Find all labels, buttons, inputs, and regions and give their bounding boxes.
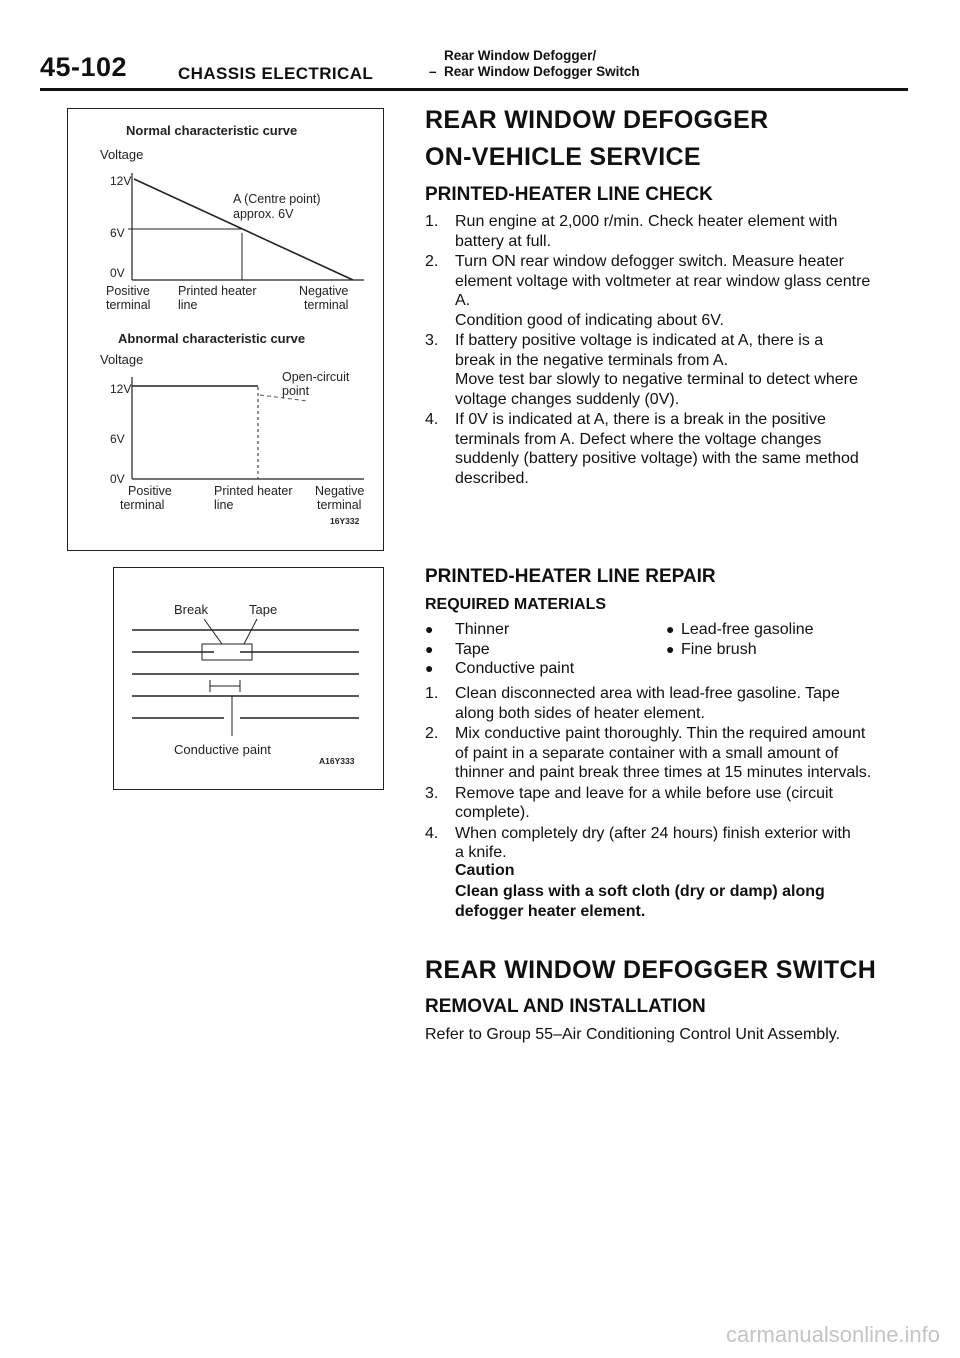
step-line: thinner and paint break three times at 15 minutes intervals. [455, 764, 872, 781]
step-number: 3. [425, 784, 439, 802]
step-line: Run engine at 2,000 r/min. Check heater element with [455, 213, 838, 230]
step-line: Move test bar slowly to negative terminal to detect where [455, 371, 858, 388]
line-repair-title: PRINTED-HEATER LINE REPAIR [425, 566, 716, 587]
step-line: element voltage with voltmeter at rear window glass centre [455, 272, 871, 290]
caution-line-1: Clean glass with a soft cloth (dry or damp) along [455, 883, 825, 900]
header-subtitle [429, 48, 640, 80]
normal-12v-label: 12V [110, 174, 132, 188]
repair-steps-item [425, 824, 903, 863]
material-label: Fine brush [681, 640, 757, 658]
step-line: A. [455, 292, 471, 309]
normal-0v-label: 0V [110, 266, 125, 280]
abnormal-positive-label-2: terminal [120, 498, 165, 512]
step-body [455, 212, 903, 251]
step-line: If 0V is indicated at A, there is a break in the positive [455, 411, 826, 428]
switch-reference-text: Refer to Group 55–Air Conditioning Control Unit Assembly. [425, 1026, 841, 1043]
abnormal-curve-title: Abnormal characteristic curve [118, 331, 306, 346]
tape-pointer [244, 619, 257, 644]
step-line: terminals from A. Defect where the voltage changes [455, 430, 822, 448]
normal-negative-label-1: Negative [299, 284, 349, 298]
step-line: If battery positive voltage is indicated at A, there is a [455, 332, 824, 349]
normal-positive-label-2: terminal [106, 298, 151, 312]
section-label: CHASSIS ELECTRICAL [178, 64, 374, 83]
characteristic-curve-svg [68, 109, 383, 550]
material-item [425, 621, 510, 639]
step-number: 2. [425, 725, 439, 742]
step-line: a knife. [455, 844, 507, 861]
conductive-paint-label: Conductive paint [174, 742, 271, 757]
header-sub-line2: Rear Window Defogger Switch [444, 64, 640, 79]
header-rule [40, 88, 908, 91]
header-dash: – [429, 64, 437, 79]
abnormal-heater-label-1: Printed heater [214, 484, 293, 498]
switch-title: REAR WINDOW DEFOGGER SWITCH [425, 956, 877, 984]
centre-point-label-2: approx. 6V [233, 207, 294, 221]
rear-defogger-title: REAR WINDOW DEFOGGER [425, 106, 769, 134]
material-item [666, 640, 757, 659]
step-line: Mix conductive paint thoroughly. Thin the required amount [455, 725, 866, 742]
step-line: described. [455, 469, 529, 487]
line-check-title: PRINTED-HEATER LINE CHECK [425, 184, 713, 205]
on-vehicle-service-title: ON-VEHICLE SERVICE [425, 143, 701, 171]
caution-line-2: defogger heater element. [455, 902, 646, 920]
step-number: 2. [425, 253, 439, 270]
step-line: voltage changes suddenly (0V). [455, 390, 680, 408]
bullet-icon: ● [666, 621, 675, 637]
step-line: Clean disconnected area with lead-free gasoline. Tape [455, 685, 840, 702]
caution-text [455, 882, 905, 921]
step-body [455, 684, 903, 723]
page-number: 45-102 [40, 52, 128, 82]
step-line: of paint in a separate container with a small amount of [455, 744, 839, 762]
step-body [455, 252, 903, 330]
check-steps-item [425, 331, 903, 409]
abnormal-12v-label: 12V [110, 382, 132, 396]
repair-figure [113, 567, 384, 790]
step-body [455, 410, 903, 488]
removal-installation-title: REMOVAL AND INSTALLATION [425, 996, 706, 1017]
abnormal-positive-label-1: Positive [128, 484, 172, 498]
step-line: break in the negative terminals from A. [455, 351, 729, 369]
step-line: complete). [455, 804, 530, 821]
figure1-code: 16Y332 [330, 516, 360, 526]
step-line: Condition good of indicating about 6V. [455, 311, 724, 329]
step-body [455, 784, 903, 823]
step-body [455, 824, 903, 863]
abnormal-negative-label-1: Negative [315, 484, 365, 498]
step-line: Turn ON rear window defogger switch. Measure heater [455, 253, 844, 270]
material-item [666, 621, 814, 639]
step-number: 3. [425, 332, 439, 349]
material-item [425, 660, 575, 678]
normal-voltage-label: Voltage [100, 147, 144, 162]
material-label: Lead-free gasoline [681, 621, 814, 638]
break-pointer [204, 619, 222, 644]
bullet-icon: ● [425, 640, 434, 657]
check-steps-item [425, 212, 903, 251]
repair-steps-item [425, 684, 903, 723]
open-circuit-label-2: point [282, 384, 310, 398]
section-name [178, 64, 373, 84]
abnormal-voltage-label: Voltage [100, 352, 144, 367]
normal-6v-label: 6V [110, 226, 125, 240]
centre-point-label-1: A (Centre point) [233, 192, 321, 206]
normal-curve-title: Normal characteristic curve [126, 123, 298, 138]
step-number: 1. [425, 213, 439, 230]
material-label: Thinner [455, 621, 510, 638]
step-number: 4. [425, 411, 439, 428]
characteristic-curve-figure [67, 108, 384, 551]
break-label: Break [174, 602, 208, 617]
step-number: 4. [425, 824, 439, 842]
check-steps-item [425, 410, 903, 488]
check-steps-item [425, 252, 903, 330]
abnormal-6v-label: 6V [110, 432, 125, 446]
abnormal-heater-label-2: line [214, 498, 234, 512]
watermark-text: carmanualsonline.info [726, 1322, 941, 1347]
bullet-icon: ● [425, 621, 434, 637]
repair-steps-item [425, 784, 903, 823]
repair-steps-item [425, 724, 903, 783]
normal-heater-label-2: line [178, 298, 198, 312]
abnormal-0v-label: 0V [110, 472, 125, 486]
repair-svg [114, 568, 383, 789]
abnormal-negative-label-2: terminal [317, 498, 362, 512]
material-label: Tape [455, 640, 490, 658]
step-body [455, 331, 903, 409]
material-label: Conductive paint [455, 660, 575, 677]
normal-negative-label-2: terminal [304, 298, 349, 312]
normal-positive-label-1: Positive [106, 284, 150, 298]
step-line: suddenly (battery positive voltage) with the same method [455, 450, 859, 467]
tape-label: Tape [249, 602, 278, 617]
step-line: along both sides of heater element. [455, 704, 705, 722]
caution-title: Caution [455, 862, 515, 879]
step-line: Remove tape and leave for a while before use (circuit [455, 784, 833, 802]
step-number: 1. [425, 685, 439, 702]
header-sub-line1: Rear Window Defogger/ [444, 48, 597, 63]
step-line: When completely dry (after 24 hours) finish exterior with [455, 824, 851, 842]
bullet-icon: ● [425, 660, 434, 676]
open-circuit-label-1: Open-circuit [282, 370, 350, 384]
bullet-icon: ● [666, 640, 675, 657]
step-line: battery at full. [455, 232, 552, 250]
material-item [425, 640, 490, 659]
materials-title: REQUIRED MATERIALS [425, 596, 607, 613]
normal-heater-label-1: Printed heater [178, 284, 257, 298]
step-body [455, 724, 903, 783]
figure2-code: A16Y333 [319, 756, 355, 766]
